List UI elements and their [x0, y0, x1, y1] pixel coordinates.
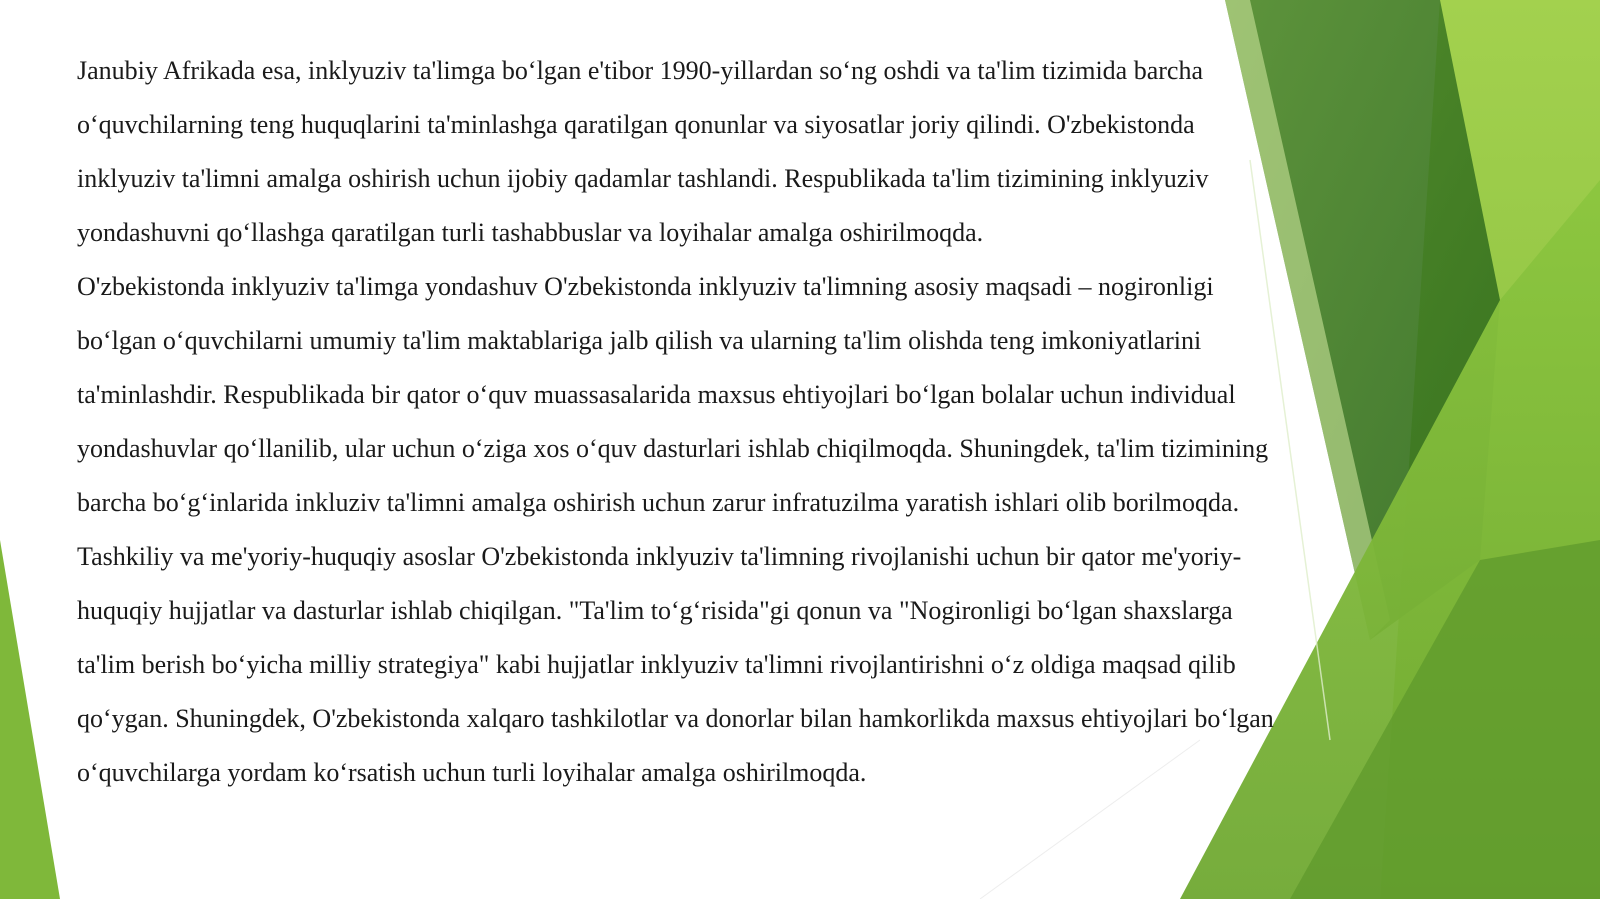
text-line: huquqiy hujjatlar va dasturlar ishlab chiqilgan. "Ta'lim to‘g‘risida"gi qonun va "Nogironligi bo‘lgan shaxslarga — [77, 596, 1233, 625]
left-green-wedge — [0, 540, 60, 899]
text-line: o‘quvchilarga yordam ko‘rsatish uchun turli loyihalar amalga oshirilmoqda. — [77, 758, 867, 787]
text-line: ta'minlashdir. Respublikada bir qator o‘quv muassasalarida maxsus ehtiyojlari bo‘lgan bolalar uchun individual — [77, 380, 1236, 409]
text-line: ta'lim berish bo‘yicha milliy strategiya" kabi hujjatlar inklyuziv ta'limni rivojlantirishni o‘z oldiga maqsad qilib — [77, 650, 1236, 679]
text-line: qo‘ygan. Shuningdek, O'zbekistonda xalqaro tashkilotlar va donorlar bilan hamkorlikda maxsus ehtiyojlari bo‘lgan — [77, 704, 1274, 733]
text-line: yondashuvlar qo‘llanilib, ular uchun o‘ziga xos o‘quv dasturlari ishlab chiqilmoqda. Shuningdek, ta'lim tizimining — [77, 434, 1269, 463]
text-line: bo‘lgan o‘quvchilarni umumiy ta'lim maktablariga jalb qilish va ularning ta'lim olishda teng imkoniyatlarini — [77, 326, 1202, 355]
text-line: Janubiy Afrikada esa, inklyuziv ta'limga bo‘lgan e'tibor 1990-yillardan so‘ng oshdi va ta'lim tizimida barcha — [77, 56, 1203, 85]
text-line: barcha bo‘g‘inlarida inkluziv ta'limni amalga oshirish uchun zarur infratuzilma yaratish ishlari olib borilmoqda. — [77, 488, 1240, 517]
text-line: yondashuvni qo‘llashga qaratilgan turli tashabbuslar va loyihalar amalga oshirilmoqda. — [77, 218, 984, 247]
text-line: inklyuziv ta'limni amalga oshirish uchun ijobiy qadamlar tashlandi. Respublikada ta'lim tizimining inklyuziv — [77, 164, 1209, 193]
text-line: o‘quvchilarning teng huquqlarini ta'minlashga qaratilgan qonunlar va siyosatlar joriy qilindi. O'zbekistonda — [77, 110, 1195, 139]
slide-body-text — [77, 44, 1497, 800]
text-line: O'zbekistonda inklyuziv ta'limga yondashuv O'zbekistonda inklyuziv ta'limning asosiy maqsadi – nogironligi — [77, 272, 1214, 301]
text-line: Tashkiliy va me'yoriy-huquqiy asoslar O'zbekistonda inklyuziv ta'limning rivojlanishi uchun bir qator me'yoriy- — [77, 542, 1242, 571]
